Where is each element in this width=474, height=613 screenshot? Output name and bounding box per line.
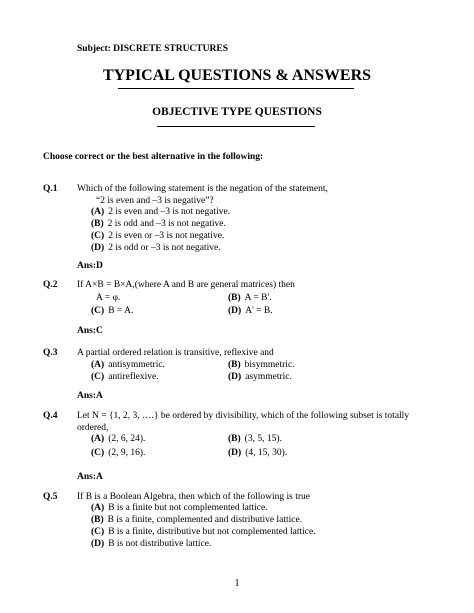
- question-number: Q.2: [43, 280, 58, 290]
- question-text-cont: “2 is even and –3 is negative”?: [96, 196, 214, 206]
- option-c: (C) (2, 9, 16).: [91, 448, 146, 458]
- option-a: (A) B is a finite but not complemented lattice.: [91, 503, 268, 513]
- option-d: (D) B is not distributive lattice.: [91, 539, 212, 549]
- option-b: (B) B is a finite, complemented and distributive lattice.: [91, 515, 303, 525]
- question-number: Q.1: [43, 184, 58, 194]
- question-number: Q.3: [43, 348, 58, 358]
- option-a: (A) antisymmetric.: [91, 360, 165, 370]
- option-a: (A) 2 is even and –3 is not negative.: [91, 207, 231, 217]
- option-b: (B) 2 is odd and –3 is not negative.: [91, 219, 226, 229]
- question-number: Q.4: [43, 411, 58, 421]
- option-c: (C) B = A.: [91, 306, 134, 316]
- title-underline: [118, 88, 354, 89]
- option-c: (C) 2 is even or –3 is not negative.: [91, 231, 225, 241]
- section-underline: [157, 126, 315, 127]
- option-d: (D) asymmetric.: [228, 372, 292, 382]
- option-b: (B) (3, 5, 15).: [228, 434, 282, 444]
- question-text: If A×B = B×A,(where A and B are general matrices) then: [77, 280, 295, 290]
- option-c: (C) B is a finite, distributive but not complemented lattice.: [91, 527, 316, 537]
- question-number: Q.5: [43, 492, 58, 502]
- option-a: A = φ.: [96, 293, 121, 303]
- answer-label: Ans:A: [77, 472, 103, 482]
- question-text: A partial ordered relation is transitive, reflexive and: [77, 348, 274, 358]
- subject-line: Subject: DISCRETE STRUCTURES: [77, 44, 228, 54]
- answer-label: Ans:D: [77, 261, 103, 271]
- question-text: Which of the following statement is the negation of the statement,: [77, 184, 328, 194]
- option-d: (D) A' = B.: [228, 306, 273, 316]
- question-text-cont: ordered,: [77, 423, 109, 433]
- page-title: TYPICAL QUESTIONS & ANSWERS: [102, 67, 372, 84]
- page-number: 1: [234, 578, 240, 589]
- option-b: (B) A = B'.: [228, 293, 272, 303]
- option-d: (D) (4, 15, 30).: [228, 448, 288, 458]
- instruction-text: Choose correct or the best alternative in the following:: [43, 152, 264, 162]
- question-text: If B is a Boolean Algebra, then which of the following is true: [77, 492, 310, 502]
- option-c: (C) antireflexive.: [91, 372, 159, 382]
- option-d: (D) 2 is odd or –3 is not negative.: [91, 243, 221, 253]
- section-title: OBJECTIVE TYPE QUESTIONS: [152, 106, 322, 118]
- answer-label: Ans:A: [77, 391, 103, 401]
- answer-label: Ans:C: [77, 326, 103, 336]
- option-a: (A) (2, 6, 24).: [91, 434, 146, 444]
- question-text: Let N = {1, 2, 3, ….} be ordered by divisibility, which of the following subset is totally: [77, 411, 410, 421]
- option-b: (B) bisymmetric.: [228, 360, 295, 370]
